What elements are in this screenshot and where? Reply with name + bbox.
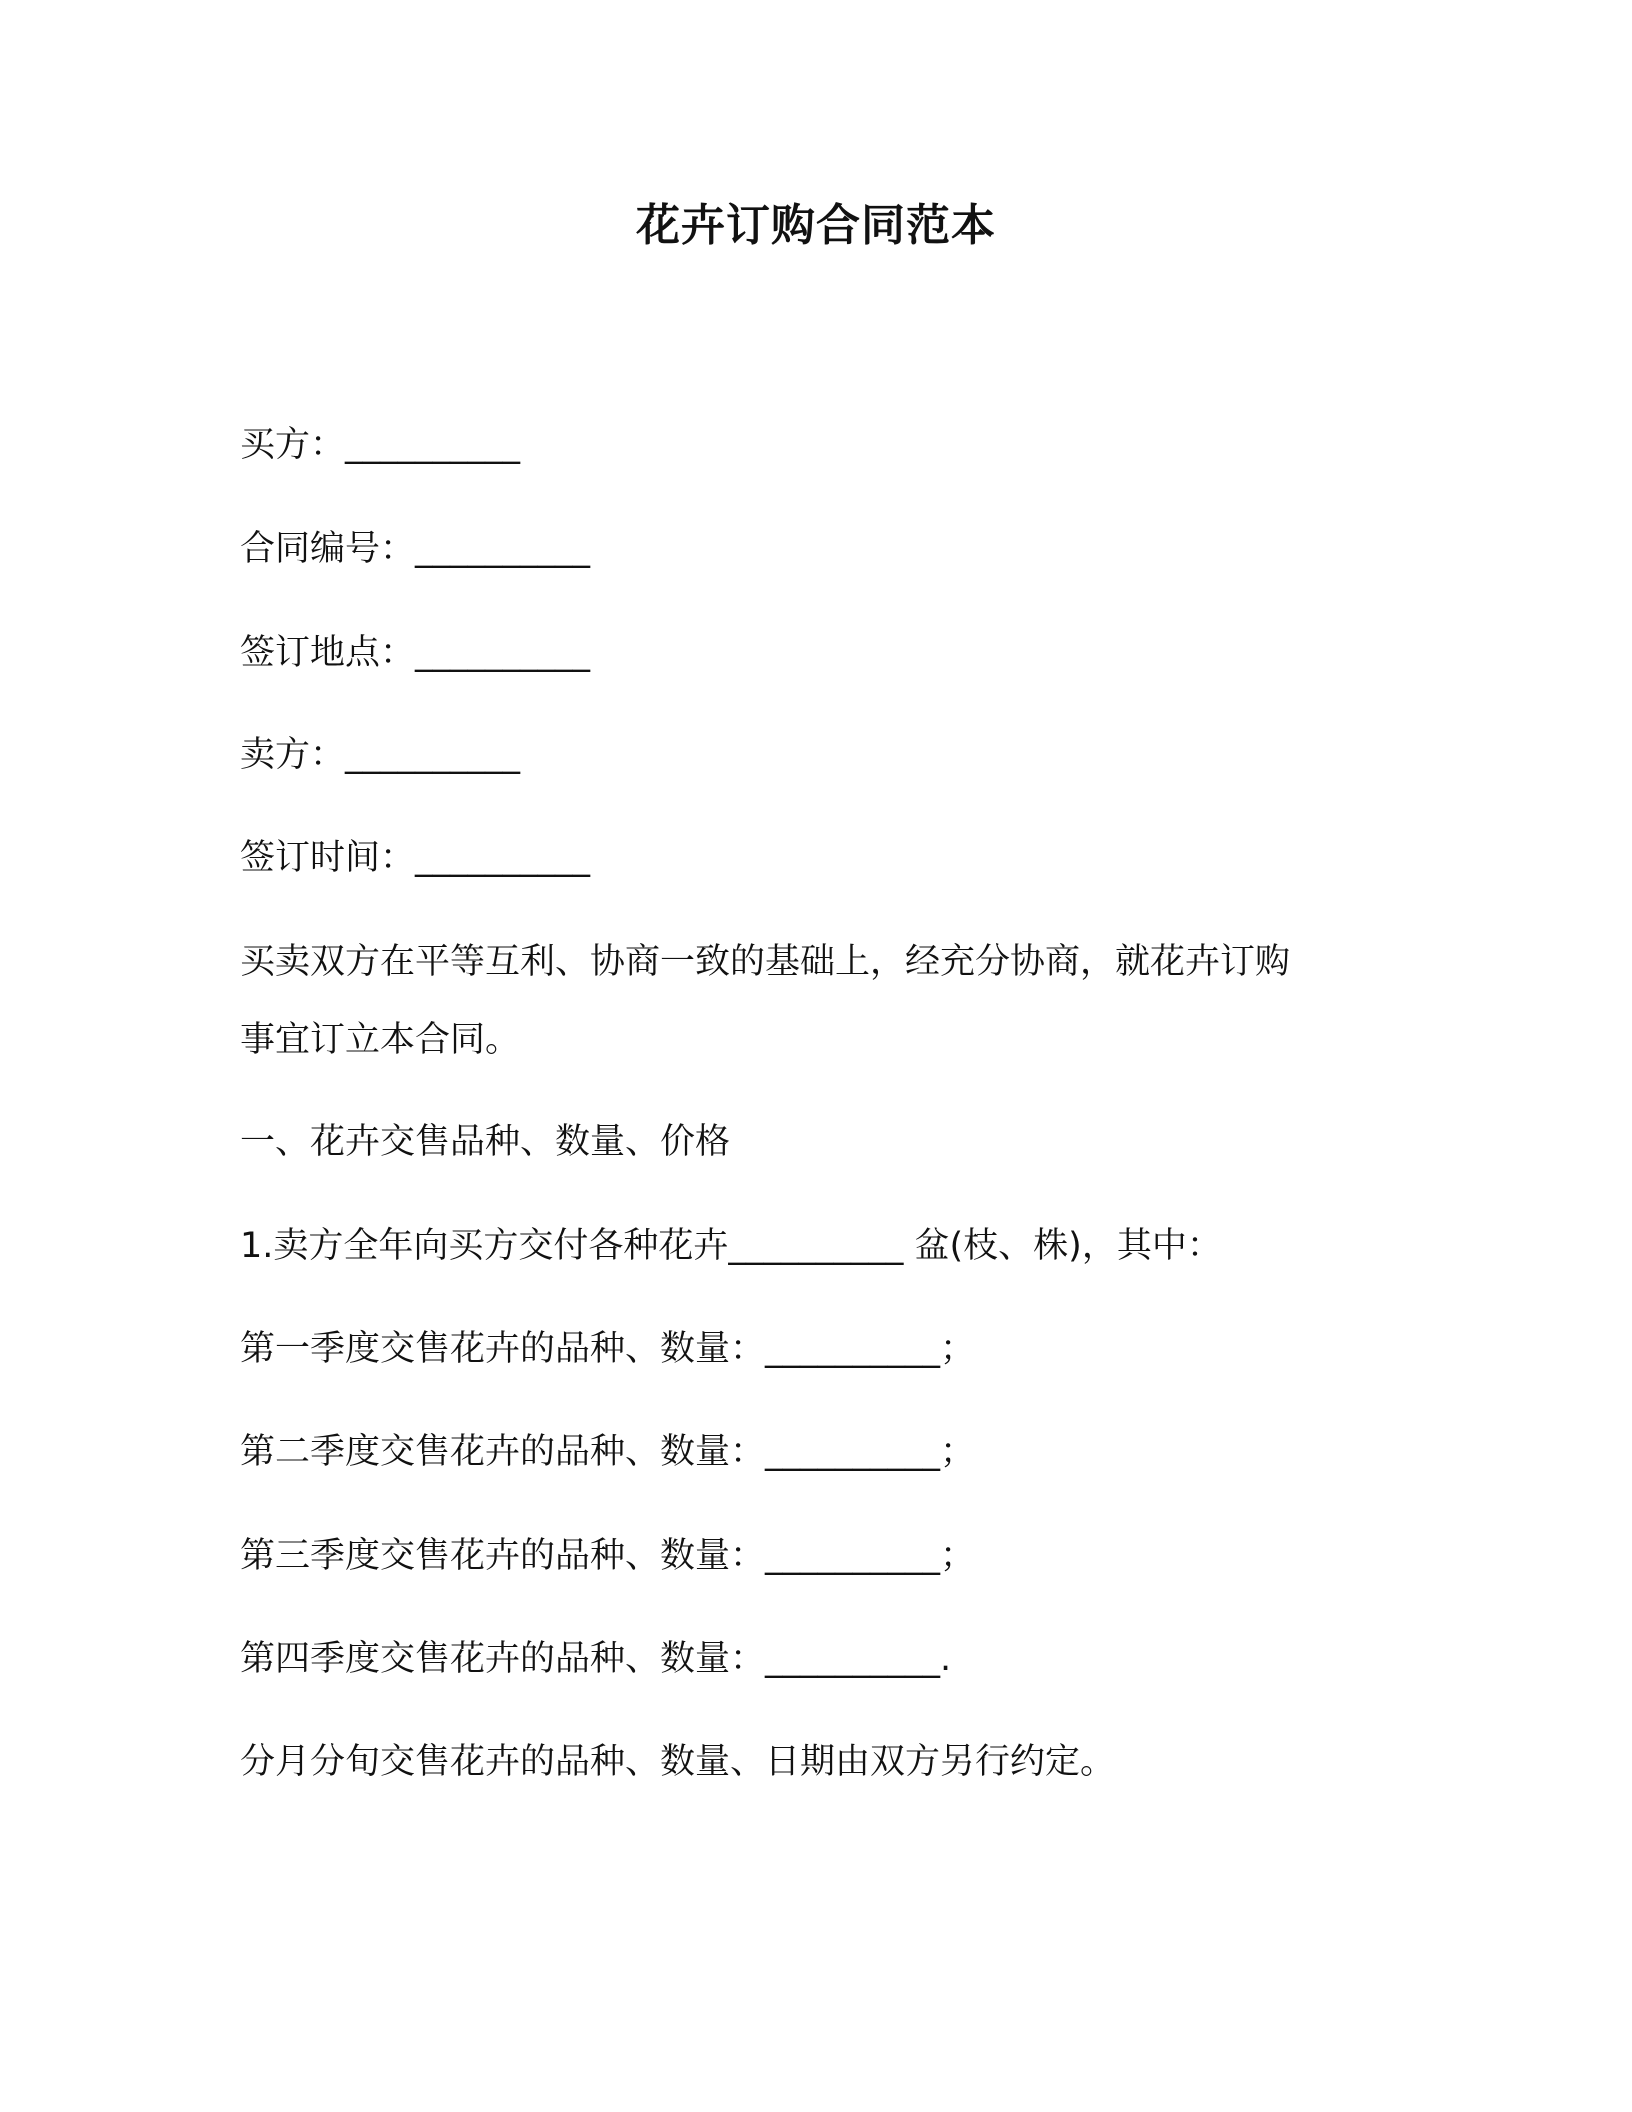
quarter-3-line: 第三季度交售花卉的品种、数量：__________；	[240, 1536, 976, 1576]
section-1-item-1: 1.卖方全年向买方交付各种花卉__________ 盆(枝、株)，其中：	[240, 1226, 1222, 1266]
contract-number-field: 合同编号：__________	[240, 529, 591, 569]
monthly-delivery-note: 分月分旬交售花卉的品种、数量、日期由双方另行约定。	[240, 1742, 1116, 1782]
buyer-field: 买方：__________	[240, 425, 521, 465]
intro-line-1: 买卖双方在平等互利、协商一致的基础上，经充分协商，就花卉订购	[240, 942, 1291, 982]
intro-line-2: 事宜订立本合同。	[240, 1020, 521, 1060]
sign-place-field: 签订地点：__________	[240, 633, 591, 673]
sign-time-field: 签订时间：__________	[240, 838, 591, 878]
quarter-1-line: 第一季度交售花卉的品种、数量：__________；	[240, 1329, 976, 1369]
document-title: 花卉订购合同范本	[636, 200, 996, 251]
seller-field: 卖方：__________	[240, 735, 521, 775]
quarter-2-line: 第二季度交售花卉的品种、数量：__________；	[240, 1432, 976, 1472]
quarter-4-line: 第四季度交售花卉的品种、数量：__________.	[240, 1639, 952, 1679]
section-1-heading: 一、花卉交售品种、数量、价格	[240, 1122, 731, 1162]
